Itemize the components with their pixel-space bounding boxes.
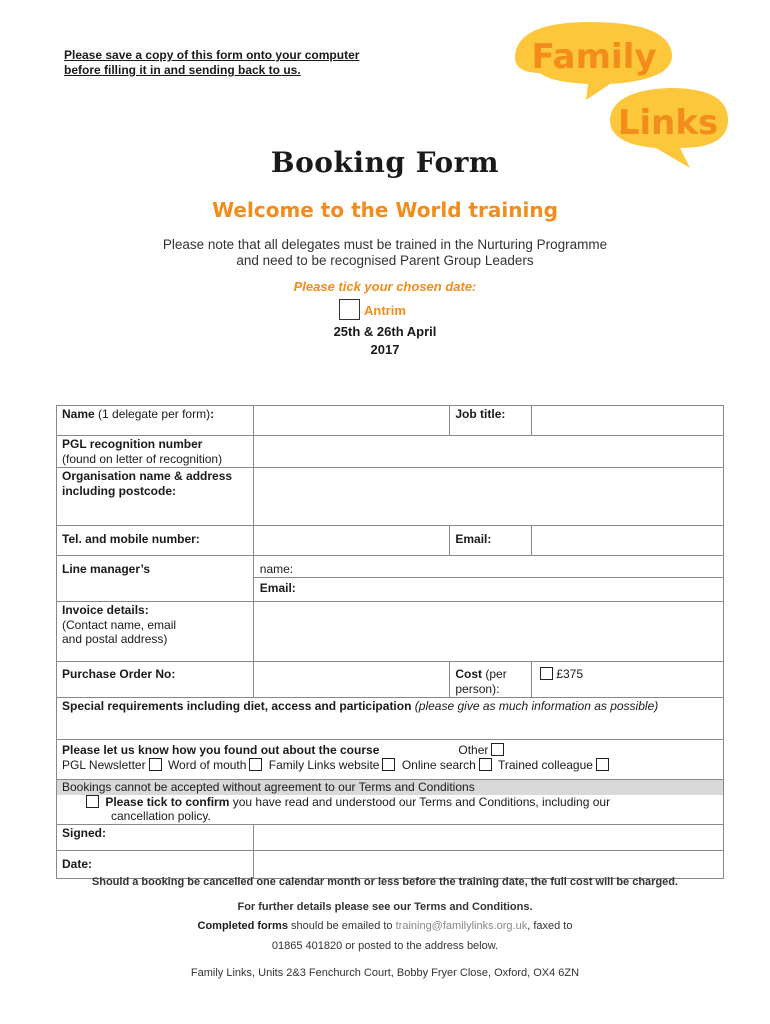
email-label: Email: <box>450 526 532 556</box>
page-title: Booking Form <box>270 146 500 179</box>
option-fl-website-label: Family Links website <box>268 757 380 772</box>
option-word-of-mouth-label: Word of mouth <box>167 757 247 772</box>
option-pgl-newsletter-checkbox[interactable] <box>149 758 162 771</box>
address-line: Family Links, Units 2&3 Fenchurch Court, Bobby Fryer Close, Oxford, OX4 6ZN <box>190 967 580 979</box>
name-label-cell: Name (1 delegate per form): <box>57 406 254 436</box>
po-label: Purchase Order No: <box>57 662 254 698</box>
tel-field[interactable] <box>253 526 450 556</box>
found-out-cell <box>57 740 724 780</box>
date-days <box>0 323 770 359</box>
booking-form-table <box>56 405 724 879</box>
option-online-search-checkbox[interactable] <box>479 758 492 771</box>
delegate-note-line2: and need to be recognised Parent Group Leaders <box>236 253 534 268</box>
job-title-field[interactable] <box>532 406 724 436</box>
completed-forms-line: Completed forms should be emailed to training@familylinks.org.uk, faxed to <box>197 920 573 932</box>
save-notice-line2: before filling it in and sending back to us. <box>64 63 301 77</box>
delegate-note-line1: Please note that all delegates must be trained in the Nurturing Programme <box>162 237 608 252</box>
date-days-line: 25th & 26th April <box>333 324 437 339</box>
line-manager-label: Line manager’s <box>57 556 254 602</box>
option-trained-colleague-label: Trained colleague <box>497 757 593 772</box>
option-word-of-mouth-checkbox[interactable] <box>249 758 262 771</box>
date-year: 2017 <box>370 342 400 357</box>
cost-checkbox[interactable] <box>540 667 553 680</box>
line-manager-email-field[interactable]: Email: <box>259 581 296 595</box>
option-fl-website-checkbox[interactable] <box>382 758 395 771</box>
option-other-checkbox[interactable] <box>491 743 504 756</box>
invoice-label-cell: Invoice details: (Contact name, email and postal address) <box>57 602 254 662</box>
save-notice-line1: Please save a copy of this form onto your computer <box>64 48 360 62</box>
delegate-note <box>0 237 770 269</box>
cost-value: £375 <box>556 667 584 681</box>
name-field[interactable] <box>253 406 450 436</box>
found-out-label: Please let us know how you found out about the course <box>62 743 380 757</box>
logo-word-links: Links <box>617 103 719 143</box>
cancellation-notice: Should a booking be cancelled one calendar month or less before the training date, the full cost will be charged. <box>91 876 679 888</box>
option-pgl-newsletter-label: PGL Newsletter <box>62 757 146 772</box>
job-title-label: Job title: <box>450 406 532 436</box>
option-online-search-label: Online search <box>401 757 476 772</box>
org-label: Organisation name & address including postcode: <box>57 468 254 526</box>
po-field[interactable] <box>253 662 450 698</box>
signed-label: Signed: <box>57 824 254 850</box>
further-details: For further details please see our Terms and Conditions. <box>237 901 533 913</box>
email-field[interactable] <box>532 526 724 556</box>
pgl-field[interactable] <box>253 436 723 468</box>
confirm-checkbox[interactable] <box>86 795 99 808</box>
line-manager-name-field[interactable]: name: <box>254 556 723 578</box>
date-checkbox[interactable] <box>339 299 360 320</box>
date-field[interactable] <box>253 850 723 878</box>
option-trained-colleague-checkbox[interactable] <box>596 758 609 771</box>
signed-field[interactable] <box>253 824 723 850</box>
option-other-label: Other <box>458 743 489 757</box>
phone-line: 01865 401820 or posted to the address below. <box>271 940 499 952</box>
date-label: Date: <box>57 850 254 878</box>
org-field[interactable] <box>253 468 723 526</box>
cost-value-cell[interactable] <box>532 662 724 698</box>
tel-label: Tel. and mobile number: <box>57 526 254 556</box>
page-subtitle: Welcome to the World training <box>212 198 558 222</box>
date-location: Antrim <box>364 303 406 318</box>
invoice-field[interactable] <box>253 602 723 662</box>
logo-word-family: Family <box>531 37 657 77</box>
confirm-row: Please tick to confirm you have read and understood our Terms and Conditions, including our <box>57 795 723 810</box>
confirm-row-2: cancellation policy. <box>111 809 211 823</box>
save-notice <box>64 48 359 78</box>
bookings-note: Bookings cannot be accepted without agreement to our Terms and Conditions <box>57 780 723 795</box>
special-requirements-field[interactable]: Special requirements including diet, access and participation (please give as much information as possible) <box>57 698 724 740</box>
cost-label-cell: Cost (per person): <box>450 662 532 698</box>
tick-date-label: Please tick your chosen date: <box>293 279 477 294</box>
training-email-link[interactable]: training@familylinks.org.uk <box>395 920 528 932</box>
pgl-label-cell: PGL recognition number (found on letter of recognition) <box>57 436 254 468</box>
